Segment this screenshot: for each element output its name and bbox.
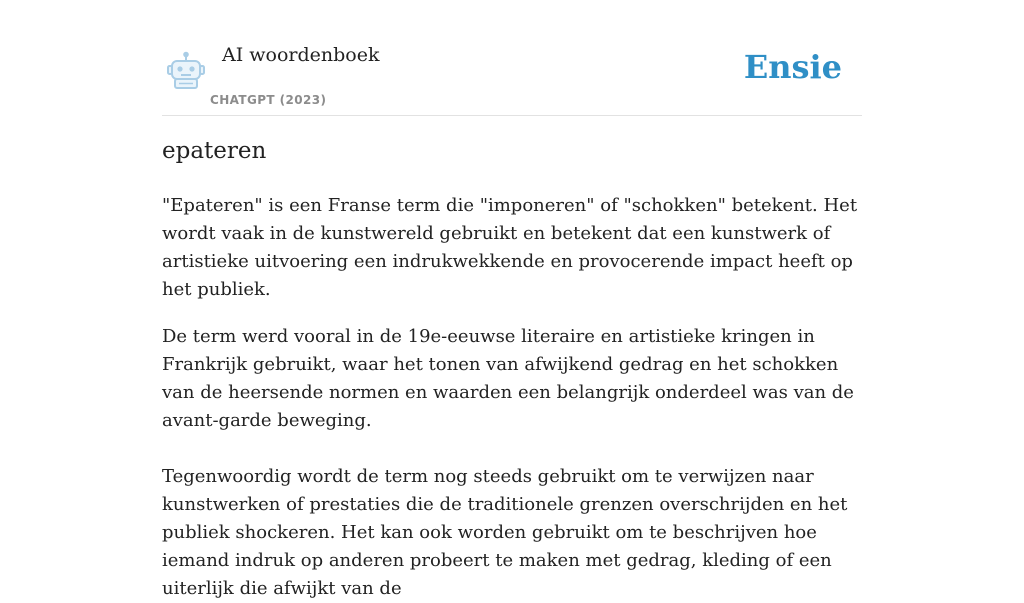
entry-term: epateren [162,138,267,164]
definition-paragraph: "Epateren" is een Franse term die "imponeren" of "schokken" betekent. Het wordt vaak in de kunstwereld gebruikt en betekent dat een kunstwerk of artistieke uitvoering een indrukwekkende en provocerende impact heeft op het publiek. [162,195,858,300]
definition-paragraph: Tegenwoordig wordt de term nog steeds gebruikt om te verwijzen naar kunstwerken of prestaties die de traditionele grenzen overschrijden en het publiek shockeren. Het kan ook worden gebruikt om te beschrijven hoe iemand indruk op anderen probeert te maken met gedrag, kleding of een uiterlijk die afwijkt van de [162,466,848,599]
content-container [162,0,862,599]
source-subtitle: CHATGPT (2023) [210,93,327,107]
definition-paragraph: De term werd vooral in de 19e-eeuwse literaire en artistieke kringen in Frankrijk gebruikt, waar het tonen van afwijkend gedrag en het schokken van de heersende normen en waarden een belangrijk onderdeel was van de avant-garde beweging. [162,326,854,431]
header [162,0,862,116]
brand-logo[interactable]: Ensie [743,48,842,86]
source-title[interactable]: AI woordenboek [222,44,380,66]
robot-icon [166,52,206,90]
entry-definition [162,192,862,603]
